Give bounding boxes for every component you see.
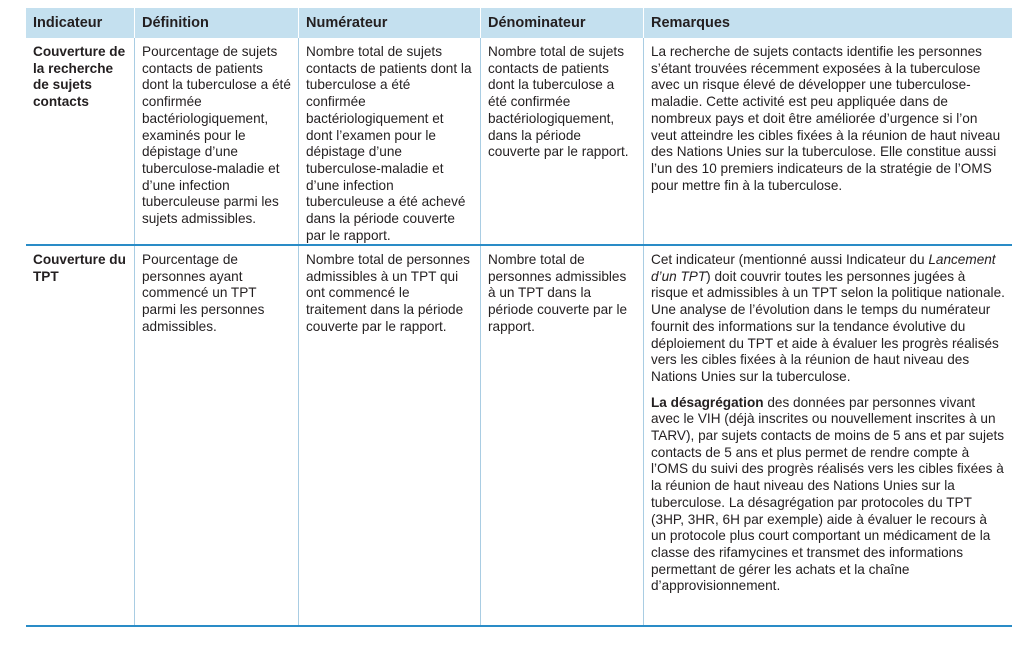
row-indicateur: Couverture de la recherche de sujets contacts bbox=[33, 44, 126, 110]
remarques-p1-emphasis: Lancement d’un TPT bbox=[651, 252, 996, 284]
remarques-p2-bold: La désagrégation bbox=[651, 394, 764, 410]
remarques-paragraph-1 bbox=[651, 252, 1005, 386]
remarques-paragraph-2 bbox=[651, 395, 1005, 595]
row-definition: Pourcentage de personnes ayant commencé un TPT parmi les personnes admissibles. bbox=[134, 246, 298, 625]
remarques-p1-text-b: ) doit couvrir toutes les personnes jugées à risque et admissibles à un TPT selon la politique nationale. Une analyse de l’évolution dans le temps du numérateur fournit des informations sur la tendance évolutive du déploiement du TPT et aide à évaluer les progrès réalisés vers les cibles fixées à la réunion de haut niveau des Nations Unies sur la tuberculose. bbox=[651, 268, 1005, 384]
table-row bbox=[26, 246, 1012, 627]
remarques-p1-text-a: Cet indicateur (mentionné aussi Indicateur du bbox=[651, 252, 929, 267]
remarques-p2-text: des données par personnes vivant avec le VIH (déjà inscrites ou nouvellement inscrites à un TARV), par sujets contacts de moins de 5 ans et par sujets contacts de 5 ans et plus permet de rendre compte à l’OMS du suivi des progrès réalisés vers les cibles fixées à la réunion de haut niveau des Nations Unies sur la tuberculose. La désagrégation par protocoles du TPT (3HP, 3HR, 6H par exemple) aide à évaluer le recours à un protocole plus court comportant un médicament de la classe des rifamycines et transmet des informations permettant de gérer les achats et la chaîne d’approvisionnement. bbox=[651, 394, 1005, 594]
row-remarques bbox=[643, 246, 1012, 625]
header-indicateur: Indicateur bbox=[33, 15, 103, 31]
header-definition: Définition bbox=[134, 8, 298, 38]
row-numerateur: Nombre total de sujets contacts de patients dont la tuberculose a été confirmée bactériologiquement et dont l’examen pour le dépistage d’une tuberculose-maladie et d’une infection tuberculeuse a été achevé dans la période couverte par le rapport. bbox=[298, 38, 480, 244]
row-remarques: La recherche de sujets contacts identifie les personnes s’étant trouvées récemment exposées à la tuberculose avec un risque élevé de développer une tuberculose-maladie. Cette activité est peu appliquée dans de nombreux pays et doit être améliorée d’urgence si l’on veut atteindre les cibles fixées à la réunion de haut niveau des Nations Unies sur la tuberculose. Elle constitue aussi l’un des 10 premiers indicateurs de la stratégie de l’OMS pour mettre fin à la tuberculose. bbox=[643, 38, 1012, 244]
header-numerateur: Numérateur bbox=[298, 8, 480, 38]
header-remarques: Remarques bbox=[643, 8, 1012, 38]
header-denominateur: Dénominateur bbox=[480, 8, 643, 38]
row-denominateur: Nombre total de personnes admissibles à un TPT dans la période couverte par le rapport. bbox=[480, 246, 643, 625]
row-definition: Pourcentage de sujets contacts de patients dont la tuberculose a été confirmée bactériologiquement, examinés pour le dépistage d’une tuberculose-maladie et d’une infection tuberculeuse parmi les sujets admissibles. bbox=[134, 38, 298, 244]
row-indicateur: Couverture du TPT bbox=[33, 252, 126, 284]
table-row bbox=[26, 38, 1012, 246]
row-denominateur: Nombre total de sujets contacts de patients dont la tuberculose a été confirmée bactériologiquement, dans la période couverte par le rapport. bbox=[480, 38, 643, 244]
indicator-table bbox=[26, 8, 1012, 627]
row-numerateur: Nombre total de personnes admissibles à un TPT qui ont commencé le traitement dans la période couverte par le rapport. bbox=[298, 246, 480, 625]
table-header bbox=[26, 8, 1012, 38]
